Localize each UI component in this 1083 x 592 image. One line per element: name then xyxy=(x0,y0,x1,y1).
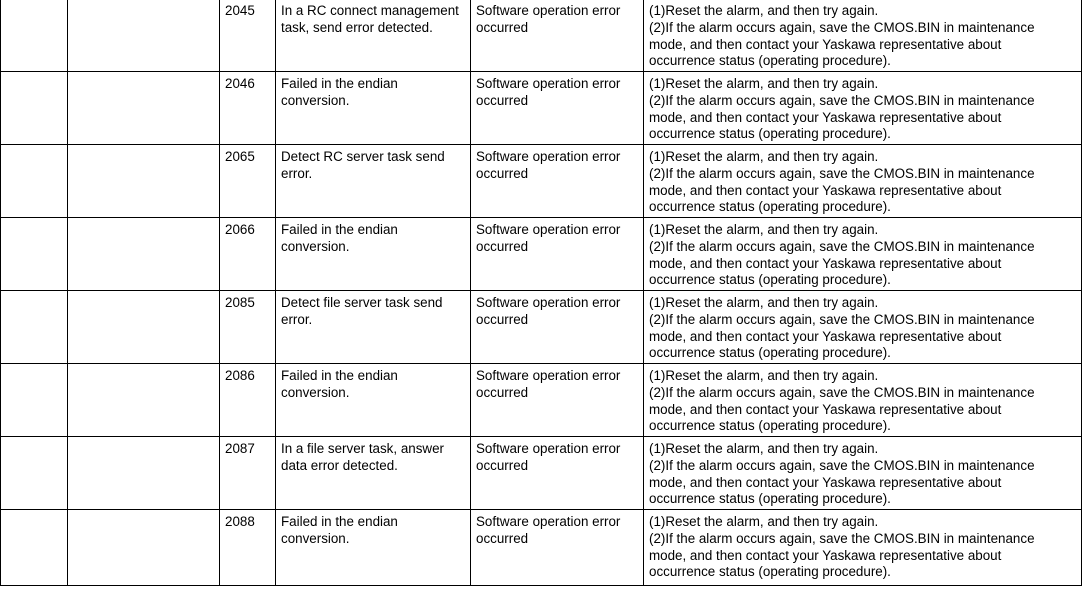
remedy-line: (2)If the alarm occurs again, save the CMOS.BIN in maintenance xyxy=(649,165,1035,181)
remedy-cell xyxy=(644,218,1082,291)
meaning-line: Failed in the endian xyxy=(281,514,398,529)
remedy-line: occurrence status (operating procedure). xyxy=(649,199,891,215)
cause-line: occurred xyxy=(476,238,529,254)
cause-line: Software operation error xyxy=(476,76,621,91)
cause-cell xyxy=(471,437,644,510)
table-row xyxy=(1,218,1082,291)
sub-code-cell xyxy=(220,0,276,72)
remedy-line: (2)If the alarm occurs again, save the CMOS.BIN in maintenance xyxy=(649,311,1035,327)
cause-line: Software operation error xyxy=(476,441,621,456)
alarm-number-cell xyxy=(1,364,68,437)
remedy-line: occurrence status (operating procedure). xyxy=(649,53,891,69)
remedy-cell xyxy=(644,364,1082,437)
meaning-line: data error detected. xyxy=(281,457,398,473)
meaning-cell xyxy=(276,437,471,510)
remedy-line: mode, and then contact your Yaskawa representative about xyxy=(649,401,1002,417)
remedy-cell xyxy=(644,145,1082,218)
sub-code: 2088 xyxy=(225,514,255,529)
alarm-name-cell xyxy=(68,364,220,437)
sub-code-cell xyxy=(220,72,276,145)
remedy-line: mode, and then contact your Yaskawa representative about xyxy=(649,547,1002,563)
remedy-line: mode, and then contact your Yaskawa representative about xyxy=(649,109,1002,125)
remedy-line: mode, and then contact your Yaskawa representative about xyxy=(649,328,1002,344)
remedy-line: occurrence status (operating procedure). xyxy=(649,418,891,434)
cause-line: Software operation error xyxy=(476,149,621,164)
meaning-cell xyxy=(276,145,471,218)
cause-line: Software operation error xyxy=(476,222,621,237)
table-row xyxy=(1,145,1082,218)
cause-line: occurred xyxy=(476,92,529,108)
table-body xyxy=(1,0,1082,586)
meaning-line: conversion. xyxy=(281,92,350,108)
alarm-name-cell xyxy=(68,72,220,145)
meaning-cell xyxy=(276,218,471,291)
cause-line: occurred xyxy=(476,530,529,546)
cause-line: Software operation error xyxy=(476,295,621,310)
remedy-line: (2)If the alarm occurs again, save the CMOS.BIN in maintenance xyxy=(649,92,1035,108)
remedy-line: (1)Reset the alarm, and then try again. xyxy=(649,441,879,456)
cause-line: Software operation error xyxy=(476,514,621,529)
remedy-cell xyxy=(644,0,1082,72)
cause-cell xyxy=(471,145,644,218)
table-row xyxy=(1,291,1082,364)
remedy-line: (1)Reset the alarm, and then try again. xyxy=(649,3,879,18)
remedy-line: occurrence status (operating procedure). xyxy=(649,491,891,507)
remedy-line: (2)If the alarm occurs again, save the CMOS.BIN in maintenance xyxy=(649,19,1035,35)
table-row xyxy=(1,72,1082,145)
remedy-cell xyxy=(644,72,1082,145)
remedy-line: (2)If the alarm occurs again, save the CMOS.BIN in maintenance xyxy=(649,530,1035,546)
alarm-name-cell xyxy=(68,291,220,364)
meaning-cell xyxy=(276,510,471,586)
meaning-cell xyxy=(276,0,471,72)
cause-cell xyxy=(471,218,644,291)
remedy-line: occurrence status (operating procedure). xyxy=(649,272,891,288)
sub-code: 2046 xyxy=(225,76,255,91)
sub-code: 2086 xyxy=(225,368,255,383)
sub-code: 2045 xyxy=(225,3,255,18)
remedy-line: mode, and then contact your Yaskawa representative about xyxy=(649,182,1002,198)
cause-cell xyxy=(471,72,644,145)
sub-code: 2066 xyxy=(225,222,255,237)
cause-line: Software operation error xyxy=(476,368,621,383)
alarm-number-cell xyxy=(1,291,68,364)
remedy-line: mode, and then contact your Yaskawa representative about xyxy=(649,255,1002,271)
meaning-line: Detect RC server task send xyxy=(281,149,445,164)
alarm-number-cell xyxy=(1,218,68,291)
meaning-line: error. xyxy=(281,311,313,327)
remedy-line: occurrence status (operating procedure). xyxy=(649,126,891,142)
meaning-line: Detect file server task send xyxy=(281,295,443,310)
cause-cell xyxy=(471,0,644,72)
meaning-line: Failed in the endian xyxy=(281,76,398,91)
sub-code-cell xyxy=(220,218,276,291)
cause-line: Software operation error xyxy=(476,3,621,18)
alarm-name-cell xyxy=(68,218,220,291)
remedy-line: mode, and then contact your Yaskawa representative about xyxy=(649,36,1002,52)
remedy-line: (2)If the alarm occurs again, save the CMOS.BIN in maintenance xyxy=(649,457,1035,473)
remedy-line: (1)Reset the alarm, and then try again. xyxy=(649,514,879,529)
sub-code: 2065 xyxy=(225,149,255,164)
remedy-line: (1)Reset the alarm, and then try again. xyxy=(649,149,879,164)
alarm-number-cell xyxy=(1,72,68,145)
alarm-number-cell xyxy=(1,437,68,510)
remedy-line: (2)If the alarm occurs again, save the CMOS.BIN in maintenance xyxy=(649,238,1035,254)
sub-code-cell xyxy=(220,291,276,364)
remedy-cell xyxy=(644,291,1082,364)
remedy-line: (1)Reset the alarm, and then try again. xyxy=(649,76,879,91)
alarm-name-cell xyxy=(68,437,220,510)
sub-code-cell xyxy=(220,510,276,586)
sub-code-cell xyxy=(220,364,276,437)
alarm-number-cell xyxy=(1,0,68,72)
sub-code-cell xyxy=(220,145,276,218)
table-row xyxy=(1,510,1082,586)
alarm-name-cell xyxy=(68,0,220,72)
remedy-line: (1)Reset the alarm, and then try again. xyxy=(649,222,879,237)
meaning-line: conversion. xyxy=(281,384,350,400)
sub-code: 2087 xyxy=(225,441,255,456)
table-row xyxy=(1,364,1082,437)
remedy-line: (2)If the alarm occurs again, save the CMOS.BIN in maintenance xyxy=(649,384,1035,400)
remedy-cell xyxy=(644,437,1082,510)
cause-line: occurred xyxy=(476,457,529,473)
alarm-name-cell xyxy=(68,145,220,218)
meaning-line: In a file server task, answer xyxy=(281,441,444,456)
alarm-number-cell xyxy=(1,145,68,218)
sub-code-cell xyxy=(220,437,276,510)
remedy-line: occurrence status (operating procedure). xyxy=(649,345,891,361)
cause-cell xyxy=(471,291,644,364)
remedy-line: occurrence status (operating procedure). xyxy=(649,564,891,580)
sub-code: 2085 xyxy=(225,295,255,310)
meaning-cell xyxy=(276,72,471,145)
meaning-line: Failed in the endian xyxy=(281,368,398,383)
meaning-line: In a RC connect management xyxy=(281,3,459,18)
cause-line: occurred xyxy=(476,384,529,400)
table-row xyxy=(1,437,1082,510)
meaning-line: error. xyxy=(281,165,313,181)
alarm-number-cell xyxy=(1,510,68,586)
cause-line: occurred xyxy=(476,311,529,327)
cause-cell xyxy=(471,364,644,437)
cause-line: occurred xyxy=(476,19,529,35)
remedy-line: (1)Reset the alarm, and then try again. xyxy=(649,295,879,310)
table-row xyxy=(1,0,1082,72)
meaning-cell xyxy=(276,364,471,437)
meaning-line: conversion. xyxy=(281,530,350,546)
remedy-cell xyxy=(644,510,1082,586)
meaning-line: conversion. xyxy=(281,238,350,254)
meaning-line: Failed in the endian xyxy=(281,222,398,237)
meaning-line: task, send error detected. xyxy=(281,19,433,35)
cause-line: occurred xyxy=(476,165,529,181)
remedy-line: mode, and then contact your Yaskawa representative about xyxy=(649,474,1002,490)
remedy-line: (1)Reset the alarm, and then try again. xyxy=(649,368,879,383)
meaning-cell xyxy=(276,291,471,364)
alarm-name-cell xyxy=(68,510,220,586)
cause-cell xyxy=(471,510,644,586)
